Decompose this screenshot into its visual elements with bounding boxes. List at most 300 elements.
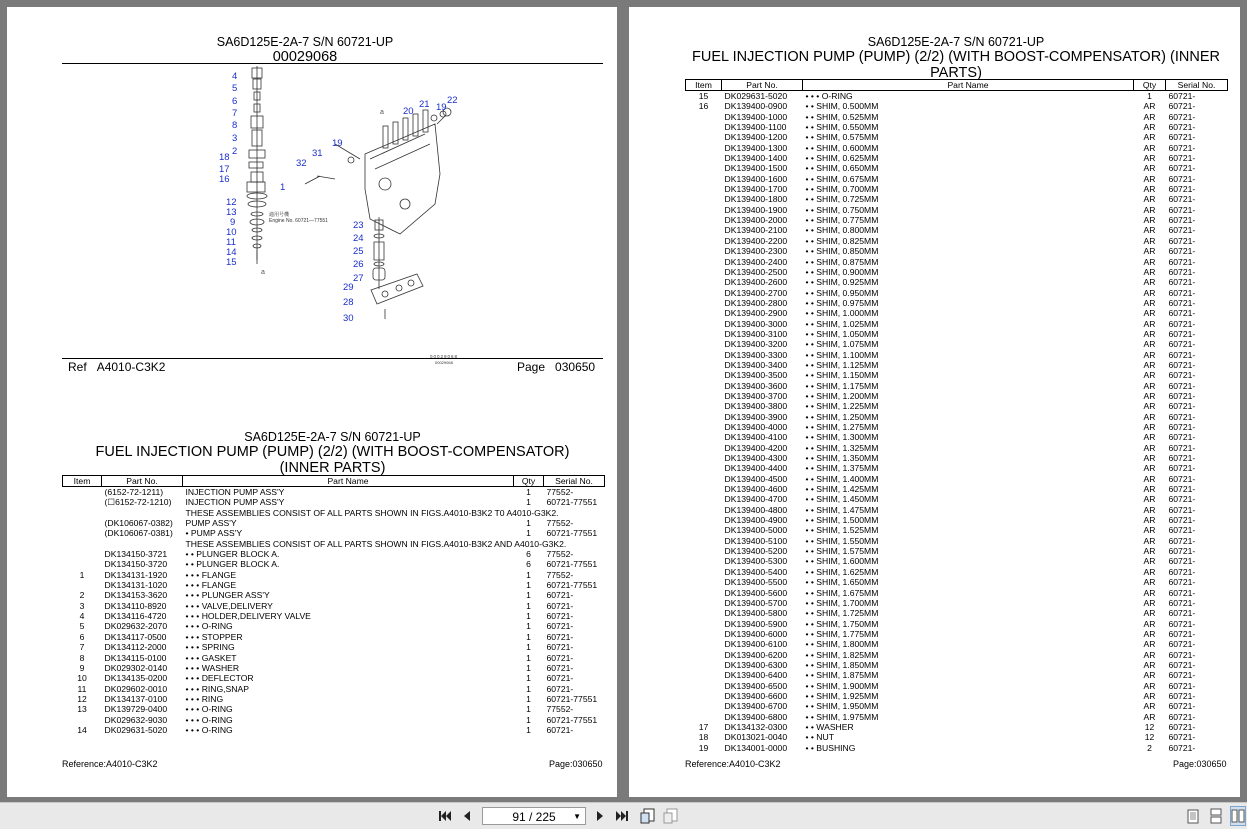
item-cell <box>686 370 722 380</box>
item-cell <box>686 215 722 225</box>
table-header-row <box>686 80 1228 91</box>
item-cell <box>686 329 722 339</box>
page-block <box>517 360 595 374</box>
part-no-cell: DK139400-1200 <box>724 132 788 143</box>
qty-cell: 1 <box>526 642 531 653</box>
table-row <box>686 174 1228 184</box>
part-no-cell: DK139400-1000 <box>724 111 788 122</box>
item-cell <box>63 715 102 725</box>
serial-no-cell: 77552- <box>546 549 574 560</box>
part-no-cell: DK029631-5020 <box>724 91 788 101</box>
qty-cell: AR <box>1143 359 1156 370</box>
table-row <box>686 639 1228 649</box>
list-header <box>62 430 603 476</box>
previous-page-icon[interactable] <box>460 806 474 826</box>
diagram-callout-label: 7 <box>232 108 238 119</box>
serial-no-cell: 60721- <box>1168 463 1196 474</box>
qty-cell: AR <box>1143 546 1156 557</box>
serial-no-cell: 60721- <box>1168 649 1196 660</box>
part-name-cell: • • SHIM, 1.325MM <box>805 442 879 453</box>
part-no-cell: DK134110-8920 <box>104 600 167 611</box>
part-name-cell: • • SHIM, 0.800MM <box>805 225 879 236</box>
table-row <box>63 508 605 518</box>
part-name-cell: • • SHIM, 1.525MM <box>805 525 879 536</box>
page-number-select[interactable] <box>482 807 586 825</box>
qty-cell: AR <box>1143 525 1156 536</box>
part-no-cell: DK139400-6700 <box>724 701 788 712</box>
serial-no-cell: 60721- <box>1168 266 1196 277</box>
diagram-callout-label: 2 <box>232 146 238 157</box>
table-row <box>686 391 1228 401</box>
part-name-cell: • • SHIM, 1.875MM <box>805 670 879 681</box>
part-name-cell: • • SHIM, 1.750MM <box>805 618 879 629</box>
serial-no-cell: 60721- <box>1168 297 1196 308</box>
item-cell <box>686 577 722 587</box>
table-row <box>63 611 605 621</box>
serial-no-cell: 60721- <box>1168 215 1196 226</box>
part-no-cell: DK139400-1900 <box>724 204 788 215</box>
part-name-cell: • • • O-RING <box>185 714 233 725</box>
qty-cell: AR <box>1143 132 1156 143</box>
single-page-icon[interactable] <box>1186 806 1200 826</box>
qty-cell: AR <box>1143 194 1156 205</box>
part-no-cell: DK139400-2500 <box>724 266 788 277</box>
table-row <box>63 539 605 549</box>
serial-no-cell: 60721- <box>1168 308 1196 319</box>
part-no-cell: DK139400-1600 <box>724 173 788 184</box>
qty-cell: AR <box>1143 711 1156 722</box>
part-no-cell: DK134131-1020 <box>104 580 168 591</box>
part-name-cell: • • SHIM, 1.825MM <box>805 649 879 660</box>
part-no-cell: DK139400-4900 <box>724 515 788 526</box>
diagram-callout-label: 12 <box>226 197 237 208</box>
list-main-title: FUEL INJECTION PUMP (PUMP) (2/2) (WITH BOOST-COMPENSATOR) (INNER PARTS) <box>95 444 570 476</box>
part-name-cell: • • SHIM, 1.450MM <box>805 494 879 505</box>
table-row <box>686 277 1228 287</box>
table-row <box>686 370 1228 380</box>
qty-cell: 1 <box>526 693 531 704</box>
qty-cell: AR <box>1143 277 1156 288</box>
part-no-cell: DK139400-4200 <box>724 442 788 453</box>
col-part-name: Part Name <box>183 476 514 487</box>
item-cell: 9 <box>79 662 85 673</box>
qty-cell: AR <box>1143 308 1156 319</box>
item-cell: 8 <box>79 652 85 663</box>
part-no-cell: DK139400-2000 <box>724 215 788 226</box>
part-name-cell: THESE ASSEMBLIES CONSIST OF ALL PARTS SHOWN IN FIGS.A4010-B3K2 T0 A4010-G3K2. <box>185 507 559 518</box>
qty-cell: AR <box>1143 142 1156 153</box>
qty-cell: AR <box>1143 515 1156 526</box>
qty-cell: AR <box>1143 659 1156 670</box>
qty-cell: AR <box>1143 256 1156 267</box>
item-cell <box>686 319 722 329</box>
parts-table-left <box>62 475 605 735</box>
item-cell: 12 <box>77 693 87 704</box>
table-row <box>686 122 1228 132</box>
item-cell <box>686 205 722 215</box>
diagram-engine-note: Engine No. 60721—77551 <box>269 218 328 224</box>
diagram-applicability-note: 適用号機 <box>269 212 290 218</box>
serial-no-cell: 60721- <box>546 662 574 673</box>
item-cell: 11 <box>77 683 87 694</box>
serial-no-cell: 60721- <box>1168 163 1196 174</box>
serial-no-cell: 60721- <box>1168 401 1196 412</box>
table-row <box>686 722 1228 732</box>
item-cell: 6 <box>79 631 85 642</box>
part-name-cell: • • • RING <box>185 693 224 704</box>
first-page-icon[interactable] <box>437 806 453 826</box>
part-no-cell: DK029632-2070 <box>104 621 168 632</box>
right-page <box>629 7 1240 797</box>
serial-no-cell: 60721- <box>1168 432 1196 443</box>
part-no-cell: DK139400-4600 <box>724 484 788 495</box>
serial-no-cell: 60721- <box>1168 701 1196 712</box>
part-name-cell: • • SHIM, 1.225MM <box>805 401 879 412</box>
serial-no-cell: 60721- <box>1168 670 1196 681</box>
table-row <box>63 549 605 559</box>
item-cell: 5 <box>79 621 85 632</box>
part-no-cell: DK139400-6500 <box>724 680 788 691</box>
diagram-callout-label: 11 <box>226 237 236 248</box>
part-name-cell: • • • SPRING <box>185 642 235 653</box>
part-no-cell: DK139400-4500 <box>724 473 788 484</box>
part-name-cell: • • • WASHER <box>185 662 240 673</box>
part-name-cell: • • SHIM, 1.050MM <box>805 328 879 339</box>
part-no-cell: DK139400-3700 <box>724 390 788 401</box>
serial-no-cell: 60721- <box>1168 422 1196 432</box>
qty-cell: 6 <box>526 559 531 570</box>
part-no-cell: (DK106067-0382) <box>104 518 173 529</box>
diagram-callout-label: 5 <box>232 83 238 94</box>
part-no-cell: DK139400-3900 <box>724 411 788 422</box>
serial-no-cell: 77552- <box>546 569 574 580</box>
part-no-cell: DK139400-3100 <box>724 328 788 339</box>
part-no-cell: DK029632-9030 <box>104 714 168 725</box>
table-row <box>686 515 1228 525</box>
serial-no-cell: 60721- <box>546 621 574 632</box>
part-name-cell: • • SHIM, 1.725MM <box>805 608 879 619</box>
serial-no-cell: 60721- <box>1168 597 1196 608</box>
qty-cell: 1 <box>526 724 531 735</box>
diagram-callout-label: 31 <box>312 148 323 159</box>
part-name-cell: • • SHIM, 1.200MM <box>805 390 879 401</box>
part-no-cell: DK139400-2100 <box>724 225 788 236</box>
table-row <box>63 653 605 663</box>
part-no-cell: DK139400-5800 <box>724 608 788 619</box>
table-row <box>686 432 1228 442</box>
qty-cell: 1 <box>526 714 531 725</box>
qty-cell: AR <box>1143 484 1156 495</box>
diagram-callout-label: a <box>261 269 265 276</box>
ref-block <box>68 360 165 374</box>
footer-page: Page:030650 <box>1173 759 1227 769</box>
item-cell <box>686 712 722 722</box>
table-row <box>63 663 605 673</box>
qty-cell: AR <box>1143 266 1156 277</box>
part-no-cell: DK139400-1700 <box>724 184 788 195</box>
part-name-cell: • • SHIM, 0.700MM <box>805 184 879 195</box>
qty-cell: AR <box>1143 349 1156 360</box>
figure-number: 00029068 <box>272 49 338 65</box>
qty-cell: AR <box>1143 639 1156 650</box>
part-no-cell: DK013021-0040 <box>724 732 788 743</box>
qty-cell: AR <box>1143 422 1156 432</box>
item-cell <box>686 174 722 184</box>
part-no-cell: (DK106067-0381) <box>104 528 173 539</box>
part-name-cell: • • SHIM, 1.300MM <box>805 432 879 443</box>
part-name-cell: • • • RING,SNAP <box>185 683 249 694</box>
part-no-cell: DK139400-2800 <box>724 297 788 308</box>
qty-cell: AR <box>1143 442 1156 453</box>
item-cell <box>63 508 102 518</box>
qty-cell: AR <box>1143 649 1156 660</box>
part-name-cell: • • SHIM, 0.975MM <box>805 297 879 308</box>
part-no-cell: DK139400-5900 <box>724 618 788 629</box>
table-row <box>686 163 1228 173</box>
diagram-callout-label: 13 <box>226 207 237 218</box>
qty-cell: AR <box>1143 287 1156 298</box>
table-row <box>63 684 605 694</box>
item-cell <box>686 267 722 277</box>
table-row <box>686 225 1228 235</box>
part-name-cell: • • SHIM, 1.850MM <box>805 659 879 670</box>
continuous-page-icon[interactable] <box>1208 806 1224 826</box>
table-row <box>63 632 605 642</box>
item-cell <box>686 236 722 246</box>
serial-no-cell: 60721- <box>1168 659 1196 670</box>
table-row <box>686 101 1228 111</box>
table-row <box>686 288 1228 298</box>
table-row <box>63 580 605 590</box>
serial-no-cell: 60721-77551 <box>546 528 598 539</box>
part-name-cell: • • SHIM, 1.150MM <box>805 370 879 381</box>
part-no-cell: DK134150-3721 <box>104 549 168 560</box>
serial-no-cell: 60721- <box>1168 204 1196 215</box>
part-name-cell: • PUMP ASS'Y <box>185 528 243 539</box>
part-name-cell: INJECTION PUMP ASS'Y <box>185 487 285 497</box>
part-no-cell: DK139400-5200 <box>724 546 788 557</box>
table-row <box>686 319 1228 329</box>
item-cell <box>686 536 722 546</box>
part-no-cell: DK139400-6400 <box>724 670 788 681</box>
fit-width-icon[interactable] <box>662 806 680 826</box>
col-qty: Qty <box>514 476 544 487</box>
qty-cell: AR <box>1143 163 1156 174</box>
table-row <box>686 215 1228 225</box>
col-part-no: Part No. <box>722 80 803 91</box>
serial-no-cell: 60721- <box>546 642 574 653</box>
table-row <box>686 360 1228 370</box>
item-cell <box>686 184 722 194</box>
part-no-cell: DK139400-2700 <box>724 287 788 298</box>
exploded-parts-diagram <box>185 64 475 365</box>
item-cell <box>686 463 722 473</box>
serial-no-cell: 60721- <box>1168 142 1196 153</box>
ref-label: Ref <box>68 360 87 374</box>
diagram-callout-label: 20 <box>403 106 414 117</box>
table-row <box>686 308 1228 318</box>
qty-cell: AR <box>1143 225 1156 236</box>
diagram-callout-label: 15 <box>226 257 237 268</box>
table-row <box>686 257 1228 267</box>
part-name-cell: • • SHIM, 1.375MM <box>805 463 879 474</box>
qty-cell: AR <box>1143 670 1156 681</box>
serial-no-cell: 60721- <box>1168 690 1196 701</box>
qty-cell: AR <box>1143 380 1156 391</box>
table-row <box>686 629 1228 639</box>
page-label: Page <box>517 360 546 374</box>
item-cell <box>686 350 722 360</box>
table-row <box>63 487 605 498</box>
part-no-cell: DK139400-5600 <box>724 587 788 598</box>
serial-no-cell: 60721- <box>546 590 574 601</box>
part-no-cell: DK139400-3200 <box>724 339 788 350</box>
table-row <box>63 559 605 569</box>
serial-no-cell: 60721- <box>1168 235 1196 246</box>
item-cell: 18 <box>698 732 709 743</box>
part-no-cell: DK139400-6000 <box>724 628 788 639</box>
diagram-callout-label: 28 <box>343 297 354 308</box>
item-cell <box>686 691 722 701</box>
serial-no-cell: 60721- <box>1168 318 1196 329</box>
part-no-cell: DK139400-3400 <box>724 359 788 370</box>
part-name-cell: • • SHIM, 1.075MM <box>805 339 879 350</box>
qty-cell: 1 <box>526 518 531 529</box>
viewer-toolbar <box>0 802 1247 829</box>
serial-no-cell: 60721- <box>1168 608 1196 619</box>
item-cell: 4 <box>79 611 85 622</box>
qty-cell: 1 <box>526 673 531 684</box>
serial-no-cell: 60721- <box>1168 721 1196 732</box>
qty-cell: AR <box>1143 504 1156 515</box>
qty-cell: AR <box>1143 297 1156 308</box>
part-name-cell: • • SHIM, 0.875MM <box>805 256 879 267</box>
item-cell <box>686 391 722 401</box>
qty-cell: 1 <box>526 590 531 601</box>
part-name-cell: • • • FLANGE <box>185 569 237 580</box>
qty-cell: 1 <box>526 631 531 642</box>
diagram-callout-label: 18 <box>219 152 230 163</box>
table-row <box>686 608 1228 618</box>
last-page-icon[interactable] <box>614 806 630 826</box>
qty-cell: AR <box>1143 535 1156 546</box>
diagram-callout-label: 3 <box>232 133 238 144</box>
item-cell <box>63 487 102 498</box>
parts-table-right <box>685 79 1228 753</box>
part-no-cell: DK139400-2300 <box>724 246 788 257</box>
table-row <box>686 546 1228 556</box>
table-row <box>63 673 605 683</box>
item-cell <box>686 515 722 525</box>
part-name-cell: • • SHIM, 1.125MM <box>805 359 879 370</box>
serial-no-cell: 60721- <box>546 652 574 663</box>
table-row <box>686 494 1228 504</box>
table-row <box>686 143 1228 153</box>
next-page-icon[interactable] <box>593 806 607 826</box>
part-no-cell: DK139400-1300 <box>724 142 788 153</box>
part-name-cell: • • SHIM, 0.850MM <box>805 246 879 257</box>
item-cell <box>686 546 722 556</box>
part-no-cell: DK134112-2000 <box>104 642 167 653</box>
serial-no-cell: 60721- <box>1168 587 1196 598</box>
table-row <box>63 621 605 631</box>
part-name-cell: • • • VALVE,DELIVERY <box>185 600 273 611</box>
table-row <box>686 339 1228 349</box>
part-name-cell: • • SHIM, 1.925MM <box>805 690 879 701</box>
part-name-cell: • • SHIM, 0.825MM <box>805 235 879 246</box>
serial-no-cell: 60721- <box>1168 194 1196 205</box>
diagram-callout-label: 29 <box>343 282 354 293</box>
part-no-cell: DK139400-4700 <box>724 494 788 505</box>
part-no-cell: DK139400-5000 <box>724 525 788 536</box>
diagram-callout-label: 8 <box>232 120 238 131</box>
qty-cell: AR <box>1143 556 1156 567</box>
part-name-cell: • • SHIM, 0.500MM <box>805 101 879 112</box>
serial-no-cell: 60721- <box>1168 339 1196 350</box>
qty-cell: AR <box>1143 401 1156 412</box>
part-no-cell <box>102 508 183 518</box>
table-row <box>686 681 1228 691</box>
part-no-cell: DK134115-0100 <box>104 652 167 663</box>
part-no-cell: DK139400-2200 <box>724 235 788 246</box>
qty-cell: 1 <box>526 704 531 715</box>
serial-no-cell: 60721-77551 <box>546 497 598 508</box>
two-page-icon[interactable] <box>1230 806 1246 826</box>
serial-no-cell: 60721- <box>1168 732 1196 743</box>
page-value: 030650 <box>555 360 596 374</box>
serial-no-cell: 60721- <box>1168 101 1196 112</box>
serial-no-cell: 60721- <box>1168 546 1196 557</box>
fit-page-icon[interactable] <box>639 806 657 826</box>
serial-no-cell: 60721- <box>1168 577 1196 588</box>
item-cell <box>686 412 722 422</box>
diagram-callout-label: 22 <box>447 95 458 106</box>
col-qty: Qty <box>1134 80 1166 91</box>
serial-no-cell: 60721-77551 <box>546 714 598 725</box>
table-row <box>686 536 1228 546</box>
diagram-callout-label: 26 <box>353 259 364 270</box>
qty-cell: AR <box>1143 411 1156 422</box>
part-name-cell: • • SHIM, 1.500MM <box>805 515 879 526</box>
serial-no-cell: 60721- <box>1168 359 1196 370</box>
qty-cell: AR <box>1143 566 1156 577</box>
table-row <box>686 743 1228 753</box>
qty-cell: AR <box>1143 701 1156 712</box>
serial-no-cell: 60721- <box>1168 184 1196 195</box>
serial-no-cell: 60721- <box>1168 380 1196 391</box>
part-no-cell: DK139400-6800 <box>724 711 788 722</box>
item-cell: 14 <box>77 724 87 735</box>
part-name-cell: • • SHIM, 0.650MM <box>805 163 879 174</box>
item-cell <box>63 528 102 538</box>
item-cell <box>686 257 722 267</box>
part-no-cell: DK139400-6100 <box>724 639 788 650</box>
item-cell <box>686 401 722 411</box>
table-row <box>63 642 605 652</box>
qty-cell: AR <box>1143 235 1156 246</box>
table-row <box>686 525 1228 535</box>
part-no-cell: DK134131-1920 <box>104 569 168 580</box>
serial-no-cell: 77552- <box>546 487 574 497</box>
part-no-cell: DK139400-6600 <box>724 690 788 701</box>
table-row <box>686 619 1228 629</box>
diagram-callout-label: 16 <box>219 174 230 185</box>
table-row <box>63 601 605 611</box>
serial-no-cell: 60721- <box>1168 628 1196 639</box>
item-cell <box>686 277 722 287</box>
table-row <box>686 650 1228 660</box>
part-name-cell: • • SHIM, 0.750MM <box>805 204 879 215</box>
